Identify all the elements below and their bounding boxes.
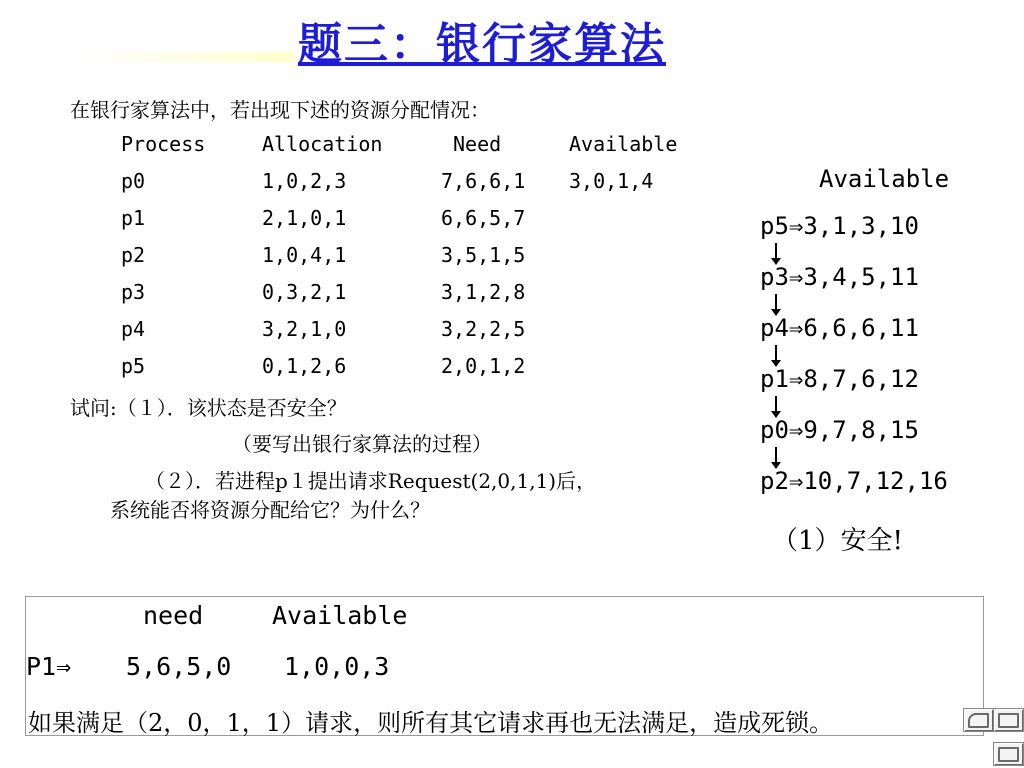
intro-text: 在银行家算法中，若出现下述的资源分配情况： [70,98,490,122]
down-arrow-icon [775,345,777,361]
down-arrow-icon [775,396,777,412]
sequence-step [760,212,948,263]
sequence-step [760,314,948,365]
sequence-step-text: p0⇒9,7,8,15 [760,416,919,444]
next-glyph-icon [998,713,1019,728]
down-arrow-icon [775,294,777,310]
header-available: Available [569,132,678,156]
sequence-step-text: p4⇒6,6,6,11 [760,314,919,342]
request-analysis-box [25,596,984,736]
sequence-step-text: p3⇒3,4,5,11 [760,263,919,291]
box-p1-available: 1,0,0,3 [284,652,390,681]
header-need: Need [453,132,502,156]
solution-available-label: Available [819,165,950,193]
table-cell: 3,1,2,8 [441,280,526,304]
table-cell: p1 [121,206,146,230]
table-cell: 0,3,2,1 [262,280,347,304]
table-cell: p5 [121,354,146,378]
box-available-label: Available [272,601,408,630]
title-decoration [80,52,295,62]
sequence-step-text: p2⇒10,7,12,16 [760,467,948,495]
down-arrow-icon [775,243,777,259]
safety-conclusion: （1）安全! [772,526,903,556]
table-cell: 0,1,2,6 [262,354,347,378]
table-cell: 3,0,1,4 [569,169,654,193]
next-icon[interactable] [993,708,1024,732]
table-cell: 6,6,5,7 [441,206,526,230]
question-2-line-2: 系统能否将资源分配给它？为什么？ [110,498,430,522]
page-title: 题三：银行家算法 [298,19,666,70]
table-cell: 3,2,2,5 [441,317,526,341]
table-cell: 3,5,1,5 [441,243,526,267]
end-icon[interactable] [993,742,1024,766]
table-cell: p3 [121,280,146,304]
sequence-step [760,263,948,314]
header-allocation: Allocation [262,132,383,156]
back-glyph-icon [968,713,989,728]
back-icon[interactable] [963,708,994,732]
sequence-step [760,365,948,416]
box-p1-label: P1⇒ [26,652,72,681]
box-need-label: need [143,601,204,630]
sequence-step-text: p5⇒3,1,3,10 [760,212,919,240]
question-1-note: （要写出银行家算法的过程） [232,432,492,456]
safe-sequence [760,212,948,518]
question-2-line-1: （２）．若进程p１提出请求Request(2,0,1,1)后， [145,469,597,493]
table-cell: p0 [121,169,146,193]
header-process: Process [121,132,206,156]
table-cell: 1,0,2,3 [262,169,347,193]
box-p1-need: 5,6,5,0 [126,652,232,681]
table-cell: 1,0,4,1 [262,243,347,267]
table-cell: p4 [121,317,146,341]
down-arrow-icon [775,447,777,463]
table-cell: p2 [121,243,146,267]
sequence-step-text: p1⇒8,7,6,12 [760,365,919,393]
deadlock-conclusion: 如果满足（2，0，1，1）请求，则所有其它请求再也无法满足，造成死锁。 [28,709,834,737]
table-cell: 2,0,1,2 [441,354,526,378]
question-1: 试问:（１）．该状态是否安全？ [70,396,347,420]
sequence-step [760,467,948,518]
table-cell: 2,1,0,1 [262,206,347,230]
table-cell: 7,6,6,1 [441,169,526,193]
sequence-step [760,416,948,467]
table-cell: 3,2,1,0 [262,317,347,341]
end-glyph-icon [998,747,1019,762]
